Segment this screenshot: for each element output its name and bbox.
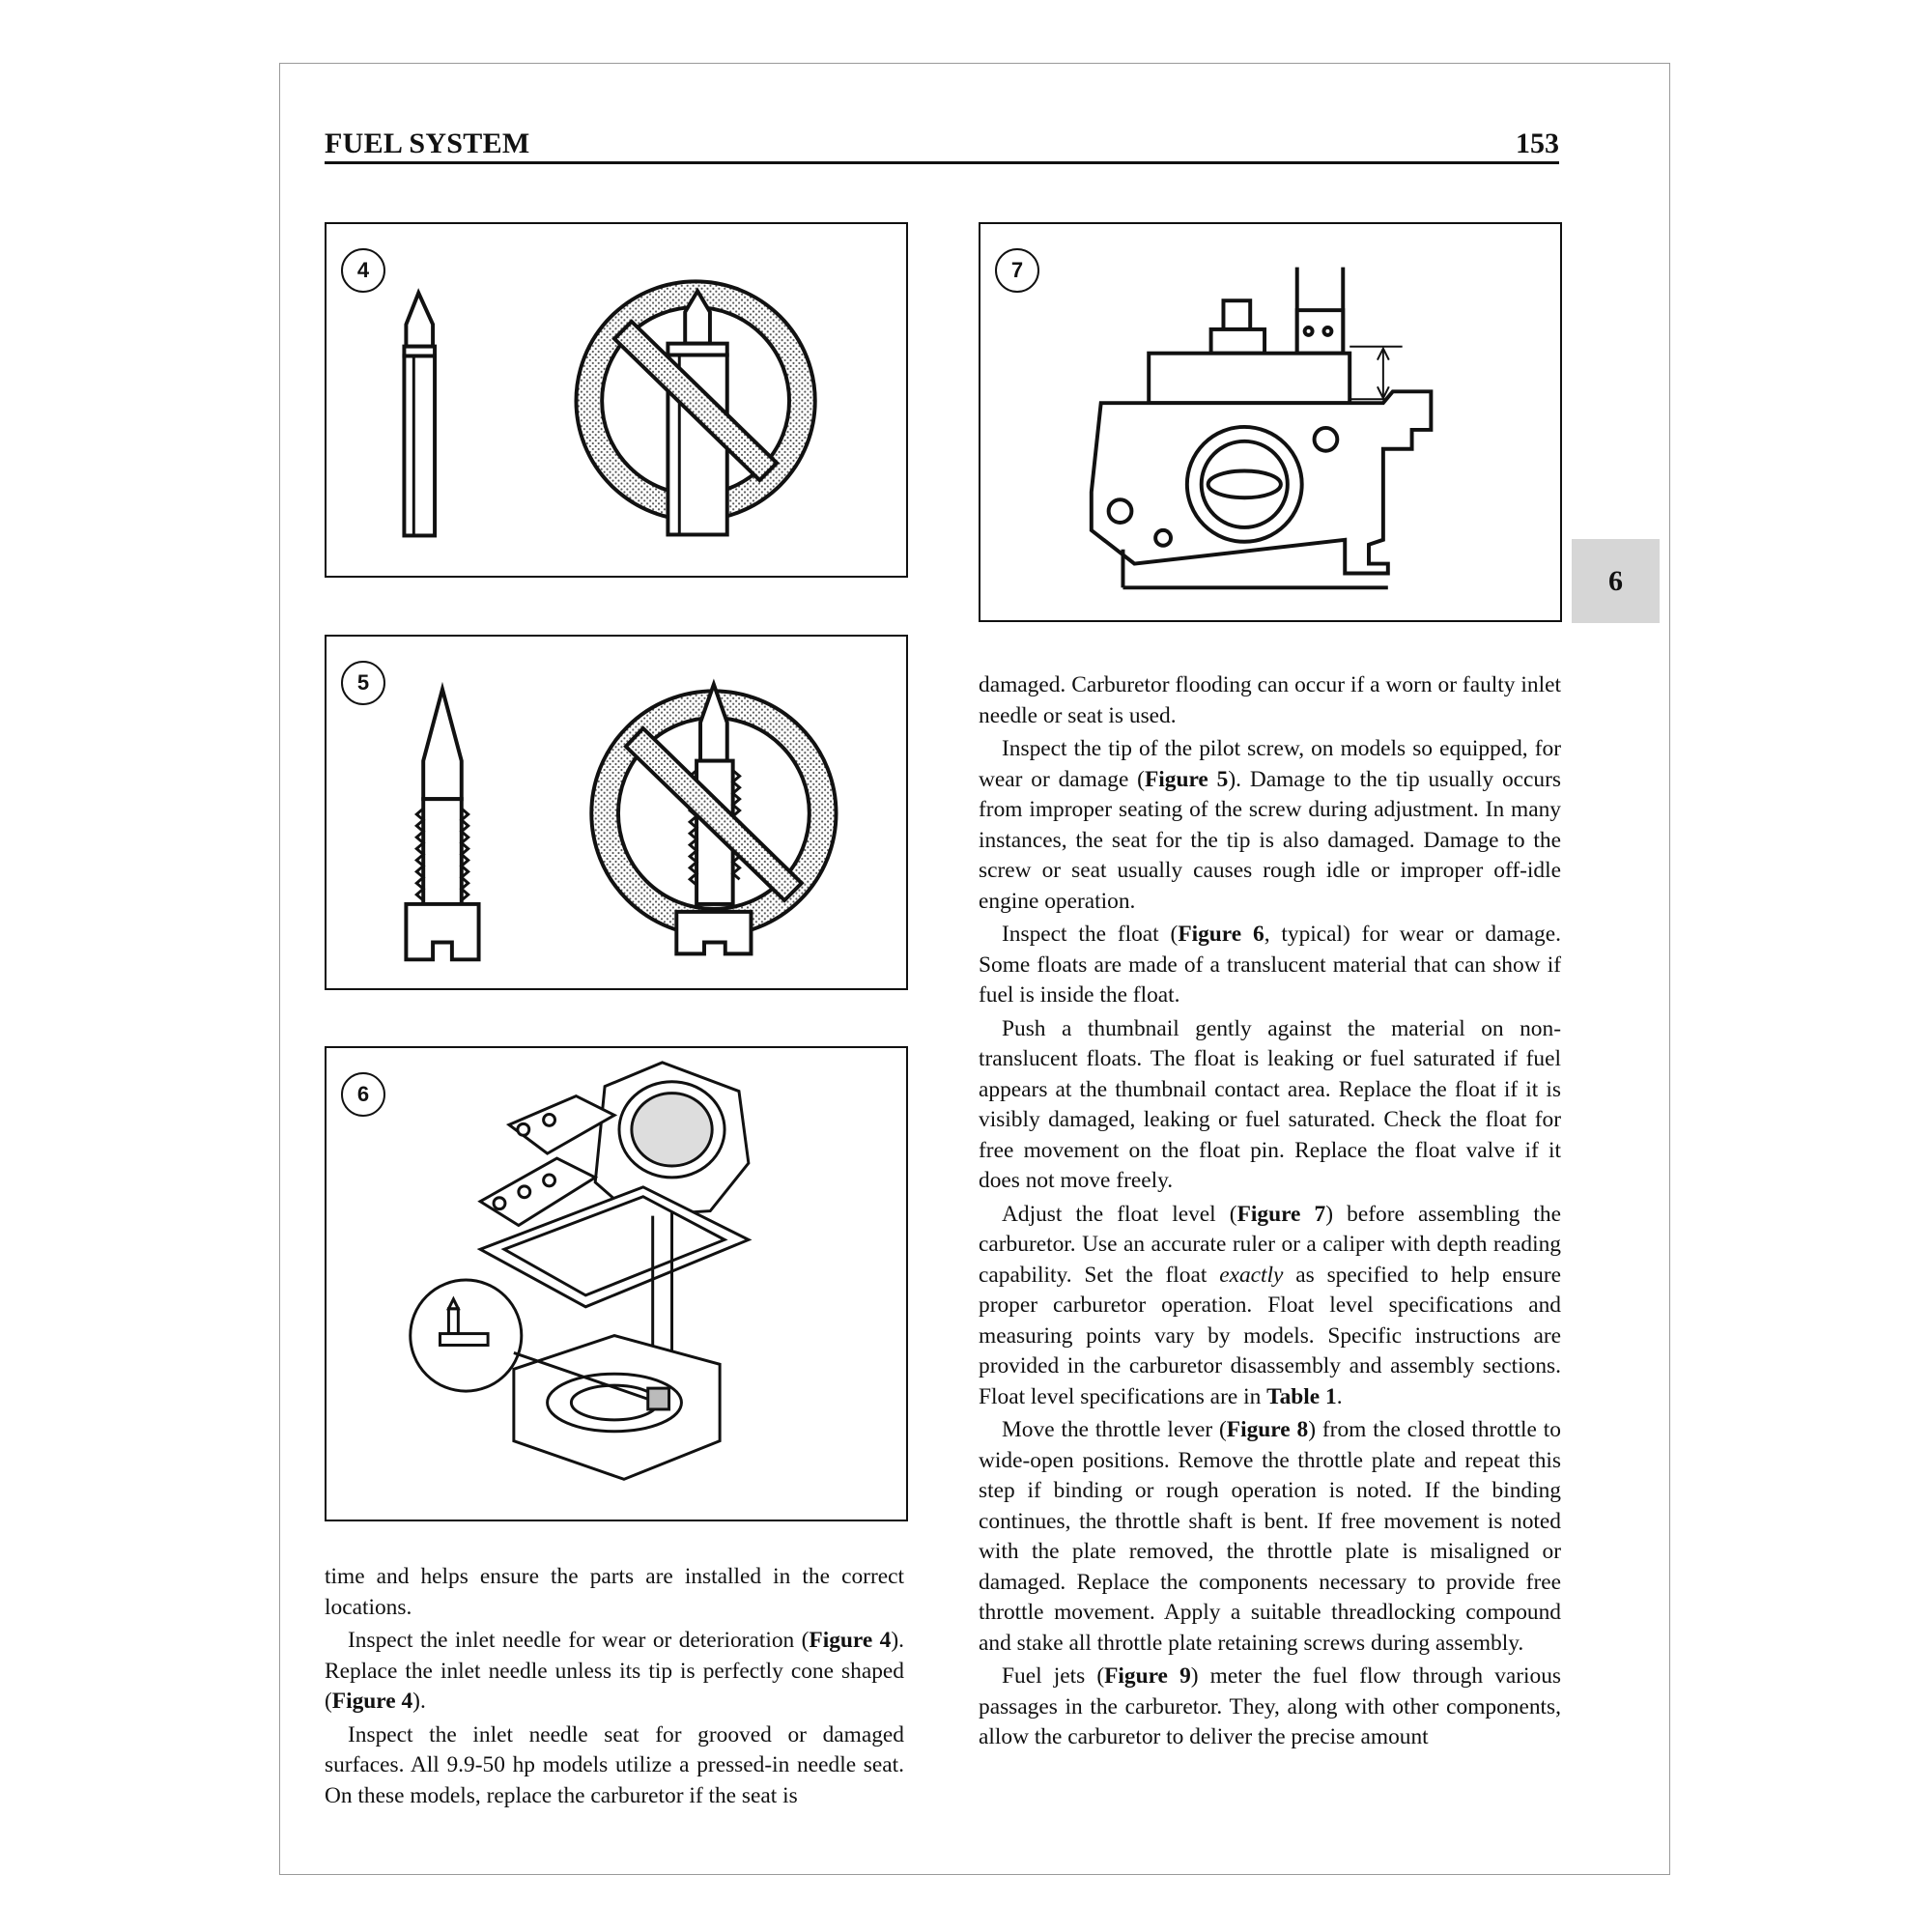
paragraph-throttle-lever: Move the throttle lever (Figure 8) from the closed throttle to wide-open positions. Remove the throttle plate and repeat this step if binding or rough operation is noted. If the binding continues, the throttle shaft is bent. If free movement is noted with the plate removed, the throttle plate is misaligned or damaged. Replace the components necessary to provide free throttle movement. Apply a suitable threadlocking compound and stake all throttle plate retaining screws during assembly. [979,1417,1561,1656]
paragraph-needle-seat: Inspect the inlet needle seat for grooved or damaged surfaces. All 9.9-50 hp models utilize a pressed-in needle seat. On these models, replace the carburetor if the seat is [325,1721,904,1808]
carburetor-float-illustration [327,1048,906,1520]
figure-7-float-level [979,222,1562,622]
header-rule [325,161,1559,164]
inlet-needle-illustration [327,224,906,576]
figure-reference: Figure 8 [1226,1417,1309,1442]
pilot-screw-illustration [327,637,906,988]
section-title: FUEL SYSTEM [325,128,530,159]
paragraph-float: Inspect the float (Figure 6, typical) for wear or damage. Some floats are made of a translucent material that can show if fuel is inside the float. [979,922,1561,1008]
paragraph-float-level: Adjust the float level (Figure 7) before assembling the carburetor. Use an accurate ruler or a caliper with depth reading capability. Set the float exactly as specified to help ensure proper carburetor operation. Float level specifications and measuring points vary by models. Specific instructions are provided in the carburetor disassembly and assembly sections. Float level specifications are in Table 1. [979,1201,1562,1409]
page-number: 153 [1516,128,1559,159]
figure-reference: Figure 9 [1104,1663,1191,1689]
right-column [979,670,1561,1756]
figure-number-badge: 4 [341,248,385,293]
figure-number-badge: 5 [341,661,385,705]
paragraph-inlet-needle: Inspect the inlet needle for wear or deterioration (Figure 4). Replace the inlet needle unless its tip is perfectly cone shaped (Figure 4). [325,1628,904,1714]
float-level-illustration [980,224,1560,620]
figure-6-float-assembly [325,1046,908,1521]
paragraph-continued: time and helps ensure the parts are installed in the correct locations. [325,1564,904,1620]
left-column [325,1562,904,1814]
paragraph-continued: damaged. Carburetor flooding can occur if a worn or faulty inlet needle or seat is used. [979,672,1561,728]
paragraph-pilot-screw: Inspect the tip of the pilot screw, on models so equipped, for wear or damage (Figure 5). Damage to the tip usually occurs from improper seating of the screw during adjustment. In many instances, the seat for the tip is also damaged. Damage to the screw or seat usually causes rough idle or improper off-idle engine operation. [979,736,1562,914]
figure-number-badge: 7 [995,248,1039,293]
figure-reference: Figure 6 [1178,922,1264,947]
table-reference: Table 1 [1266,1383,1337,1409]
paragraph-thumbnail-test: Push a thumbnail gently against the material on non-translucent floats. The float is leaking or fuel saturated if fuel appears at the thumbnail contact area. Replace the float if it is visibly damaged, leaking or fuel saturated. Check the float for free movement on the float pin. Replace the float valve if it does not move freely. [979,1015,1561,1193]
figure-4-inlet-needle [325,222,908,578]
paragraph-fuel-jets: Fuel jets (Figure 9) meter the fuel flow through various passages in the carburetor. They, along with other components, allow the carburetor to deliver the precise amount [979,1663,1561,1749]
figure-reference: Figure 7 [1236,1201,1326,1227]
figure-5-pilot-screw [325,635,908,990]
chapter-tab: 6 [1572,539,1660,623]
figure-reference: Figure 5 [1144,766,1229,792]
figure-reference: Figure 4 [809,1628,892,1653]
figure-number-badge: 6 [341,1072,385,1117]
figure-reference: Figure 4 [331,1689,413,1714]
